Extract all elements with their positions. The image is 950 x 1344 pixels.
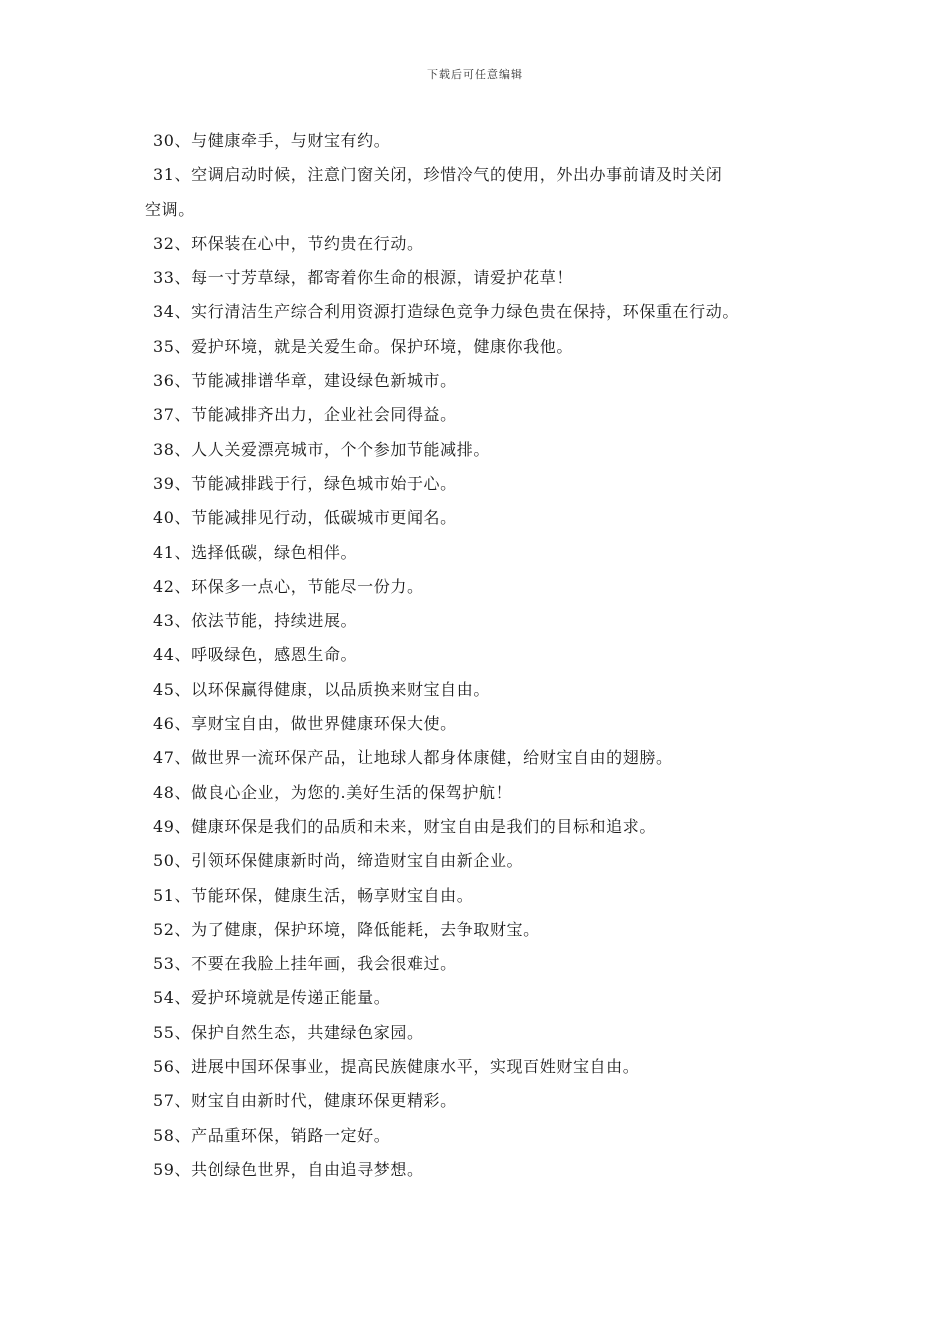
list-item: 40、节能减排见行动，低碳城市更闻名。 bbox=[153, 508, 457, 528]
list-item: 53、不要在我脸上挂年画，我会很难过。 bbox=[153, 954, 457, 974]
list-item: 35、爱护环境，就是关爱生命。保护环境，健康你我他。 bbox=[153, 336, 573, 356]
list-item: 43、依法节能，持续进展。 bbox=[153, 611, 358, 631]
list-item: 32、环保装在心中，节约贵在行动。 bbox=[153, 233, 424, 253]
list-item: 59、共创绿色世界，自由追寻梦想。 bbox=[153, 1159, 424, 1179]
list-item: 33、每一寸芳草绿，都寄着你生命的根源，请爱护花草！ bbox=[153, 268, 573, 288]
list-item: 42、环保多一点心，节能尽一份力。 bbox=[153, 576, 424, 596]
list-item: 36、节能减排谱华章，建设绿色新城市。 bbox=[153, 371, 457, 391]
list-item: 56、进展中国环保事业，提高民族健康水平，实现百姓财宝自由。 bbox=[153, 1057, 640, 1077]
list-item: 54、爱护环境就是传递正能量。 bbox=[153, 988, 391, 1008]
list-item: 44、呼吸绿色，感恩生命。 bbox=[153, 645, 358, 665]
list-item: 38、人人关爱漂亮城市，个个参加节能减排。 bbox=[153, 439, 490, 459]
document-body bbox=[145, 124, 825, 1187]
paragraph-continuation: 空调。 bbox=[145, 199, 195, 219]
list-item: 48、做良心企业，为您的.美好生活的保驾护航！ bbox=[153, 782, 513, 802]
list-item: 39、节能减排践于行，绿色城市始于心。 bbox=[153, 473, 457, 493]
page-header: 下载后可任意编辑 bbox=[427, 68, 523, 81]
list-item: 41、选择低碳，绿色相伴。 bbox=[153, 542, 358, 562]
list-item: 57、财宝自由新时代，健康环保更精彩。 bbox=[153, 1091, 457, 1111]
list-item: 47、做世界一流环保产品，让地球人都身体康健，给财宝自由的翅膀。 bbox=[153, 748, 673, 768]
list-item: 34、实行清洁生产综合利用资源打造绿色竞争力绿色贵在保持，环保重在行动。 bbox=[153, 302, 739, 322]
list-item: 49、健康环保是我们的品质和未来，财宝自由是我们的目标和追求。 bbox=[153, 816, 656, 836]
list-item: 50、引领环保健康新时尚，缔造财宝自由新企业。 bbox=[153, 851, 524, 871]
list-item: 52、为了健康，保护环境，降低能耗，去争取财宝。 bbox=[153, 919, 540, 939]
list-item: 45、以环保赢得健康，以品质换来财宝自由。 bbox=[153, 679, 490, 699]
list-item: 55、保护自然生态，共建绿色家园。 bbox=[153, 1022, 424, 1042]
list-item: 46、享财宝自由，做世界健康环保大使。 bbox=[153, 714, 457, 734]
list-item: 37、节能减排齐出力，企业社会同得益。 bbox=[153, 405, 457, 425]
list-item: 51、节能环保，健康生活，畅享财宝自由。 bbox=[153, 885, 474, 905]
list-item: 31、空调启动时候，注意门窗关闭，珍惜冷气的使用，外出办事前请及时关闭 bbox=[153, 165, 723, 185]
list-item: 30、与健康牵手，与财宝有约。 bbox=[153, 131, 391, 150]
list-item: 58、产品重环保，销路一定好。 bbox=[153, 1125, 391, 1145]
